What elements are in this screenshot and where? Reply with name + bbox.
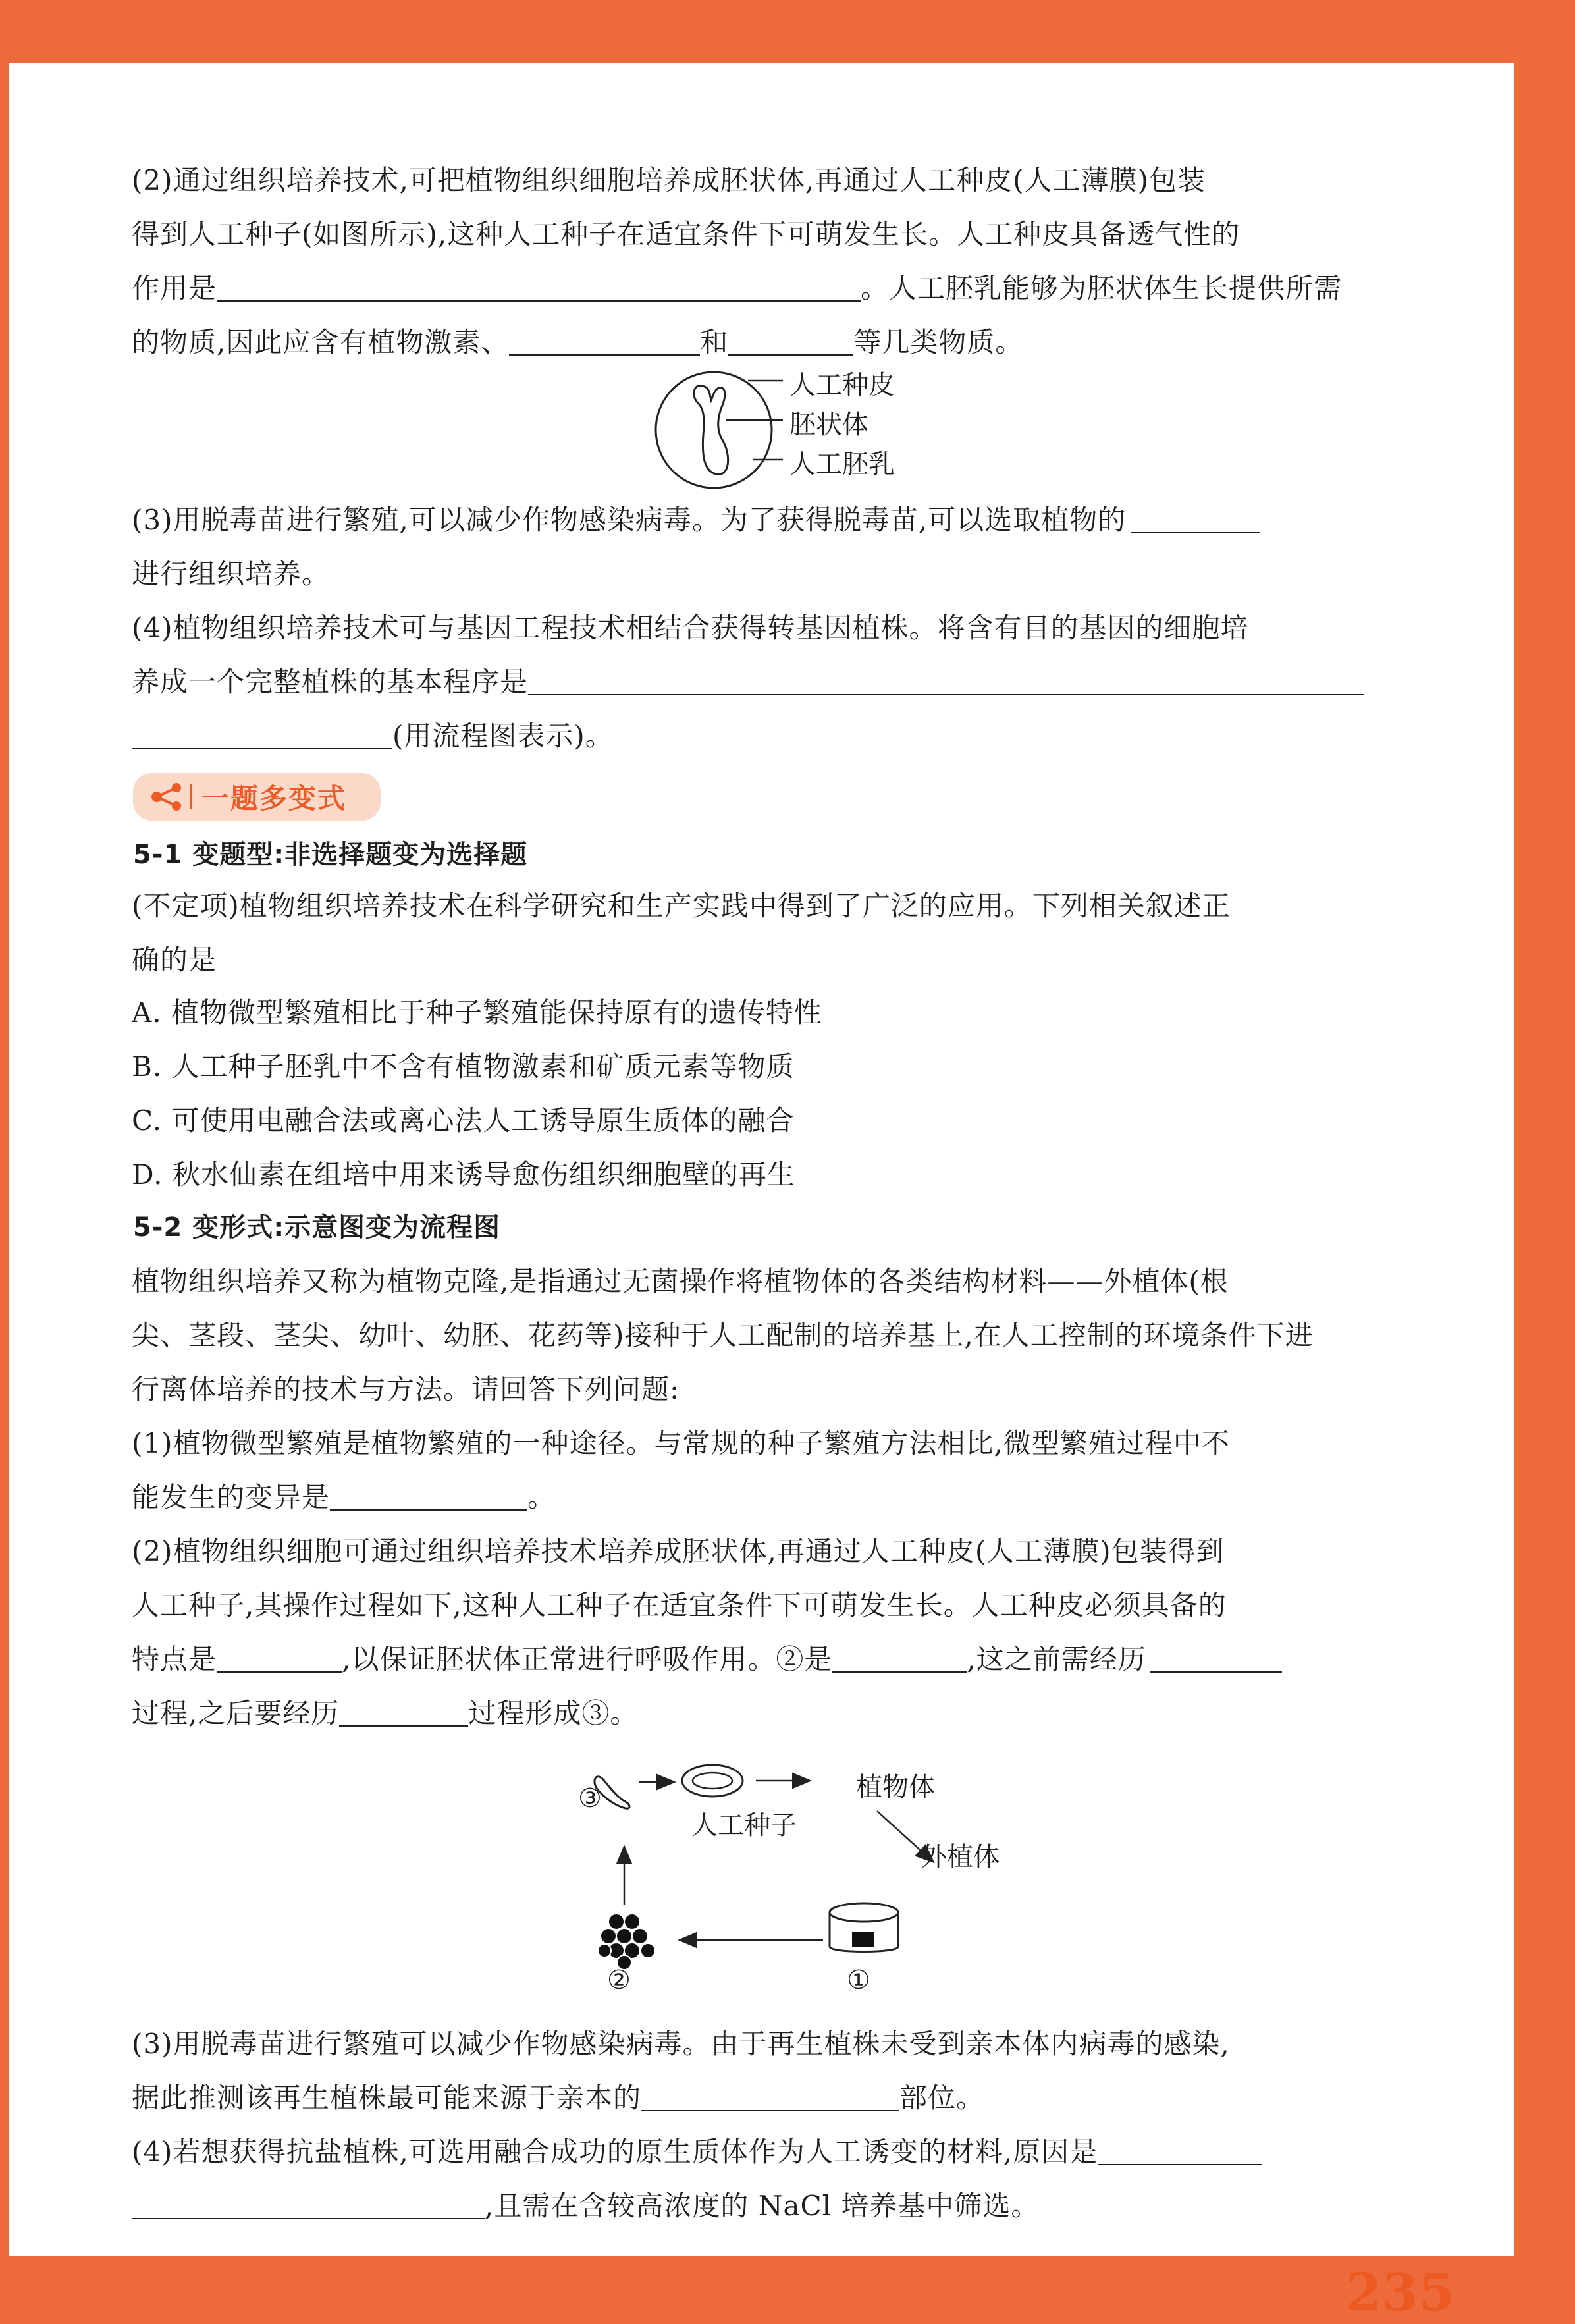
answer-blank[interactable]	[217, 1645, 342, 1673]
answer-blank[interactable]	[1131, 506, 1260, 533]
answer-blank[interactable]	[641, 2084, 899, 2111]
v52-intro-3: 行离体培养的技术与方法。请回答下列问题:	[132, 1373, 680, 1405]
v52-p2-line-1: (2)植物组织细胞可通过组织培养技术培养成胚状体,再通过人工种皮(人工薄膜)包装得到	[132, 1535, 1225, 1567]
section-tag-label: 一题多变式	[201, 782, 347, 815]
q2-text: 的物质,因此应含有植物激素、	[132, 326, 510, 358]
section-tag	[133, 773, 381, 821]
q2-line-1: (2)通过组织培养技术,可把植物组织细胞培养成胚状体,再通过人工种皮(人工薄膜)包装	[132, 164, 1206, 196]
v52-text: 过程形成③。	[468, 1697, 639, 1729]
q2-line-3	[132, 270, 1342, 307]
v52-p4-line-1	[132, 2134, 1262, 2171]
seed-coat-label: 人工种皮	[789, 370, 895, 400]
page	[9, 63, 1514, 2323]
answer-blank[interactable]	[509, 328, 700, 356]
page-number: 235	[1346, 2263, 1455, 2323]
v52-text: 。	[527, 1481, 556, 1513]
q2-text: 等几类物质。	[853, 326, 1024, 358]
q4-line-2	[132, 664, 1364, 701]
q4-line-3	[132, 718, 614, 755]
q4-text: (用流程图表示)。	[392, 720, 614, 752]
option-c[interactable]: C. 可使用电融合法或离心法人工诱导原生质体的融合	[132, 1104, 795, 1137]
answer-blank[interactable]	[528, 668, 1364, 695]
v52-p3-line-1: (3)用脱毒苗进行繁殖可以减少作物感染病毒。由于再生植株未受到亲本体内病毒的感染,	[132, 2028, 1230, 2060]
v52-text: 特点是	[132, 1643, 217, 1675]
q2-line-4	[132, 324, 1023, 361]
plant-label: 植物体	[856, 1772, 935, 1802]
v51-heading: 5-1 变题型:非选择题变为选择题	[133, 840, 528, 870]
answer-blank[interactable]	[132, 2192, 485, 2219]
q2-text: 作用是	[132, 272, 217, 304]
q2-text: 。人工胚乳能够为胚状体生长提供所需	[861, 272, 1343, 304]
option-d[interactable]: D. 秋水仙素在组培中用来诱导愈伤组织细胞壁的再生	[132, 1158, 795, 1191]
answer-blank[interactable]	[832, 1645, 967, 1673]
v52-text: (4)若想获得抗盐植株,可选用融合成功的原生质体作为人工诱变的材料,原因是	[132, 2136, 1098, 2168]
artificial-seed-label: 人工种子	[691, 1810, 797, 1841]
tissue-culture-flow-diagram	[562, 1756, 1023, 2032]
answer-blank[interactable]	[132, 722, 392, 749]
option-b[interactable]: B. 人工种子胚乳中不含有植物激素和矿质元素等物质	[132, 1050, 795, 1083]
answer-blank[interactable]	[1098, 2138, 1262, 2165]
q4-text: 养成一个完整植株的基本程序是	[132, 666, 529, 698]
v52-text: 过程,之后要经历	[132, 1697, 340, 1729]
v52-text: 能发生的变异是	[132, 1481, 331, 1513]
q3-text: (3)用脱毒苗进行繁殖,可以减少作物感染病毒。为了获得脱毒苗,可以选取植物的	[132, 504, 1127, 536]
v51-stem-2: 确的是	[132, 944, 217, 976]
step-3-label: ③	[578, 1783, 602, 1814]
v52-p2-line-2: 人工种子,其操作过程如下,这种人工种子在适宜条件下可萌发生长。人工种皮必须具备的	[132, 1589, 1227, 1621]
v52-text: 部位。	[899, 2082, 985, 2114]
q4-line-1: (4)植物组织培养技术可与基因工程技术相结合获得转基因植株。将含有目的基因的细胞培	[132, 612, 1249, 644]
share-icon	[147, 782, 187, 811]
artificial-seed-diagram	[648, 361, 786, 499]
v52-text: ,且需在含较高浓度的 NaCl 培养基中筛选。	[485, 2190, 1040, 2222]
v52-p1-line-1: (1)植物微型繁殖是植物繁殖的一种途径。与常规的种子繁殖方法相比,微型繁殖过程中不	[132, 1427, 1230, 1459]
tag-divider	[190, 784, 192, 809]
v52-p4-line-2	[132, 2188, 1039, 2225]
v52-intro-1: 植物组织培养又称为植物克隆,是指通过无菌操作将植物体的各类结构材料——外植体(根	[132, 1265, 1229, 1297]
answer-blank[interactable]	[217, 274, 861, 302]
v52-heading: 5-2 变形式:示意图变为流程图	[133, 1212, 501, 1243]
answer-blank[interactable]	[330, 1483, 527, 1511]
embryoid-label: 胚状体	[789, 410, 868, 440]
v51-stem-1: (不定项)植物组织培养技术在科学研究和生产实践中得到了广泛的应用。下列相关叙述正	[132, 890, 1231, 922]
v52-p3-line-2	[132, 2080, 984, 2117]
q3-line-1	[132, 502, 1260, 539]
answer-blank[interactable]	[339, 1699, 468, 1727]
endosperm-label: 人工胚乳	[789, 449, 895, 479]
answer-blank[interactable]	[728, 328, 853, 356]
v52-text: ,以保证胚状体正常进行呼吸作用。②是	[342, 1643, 833, 1675]
v52-text: 据此推测该再生植株最可能来源于亲本的	[132, 2082, 642, 2114]
explant-label: 外植体	[921, 1842, 1000, 1872]
step-2-label: ②	[607, 1965, 631, 1995]
step-1-label: ①	[847, 1965, 870, 1995]
answer-blank[interactable]	[1150, 1645, 1282, 1673]
option-a[interactable]: A. 植物微型繁殖相比于种子繁殖能保持原有的遗传特性	[132, 996, 823, 1029]
v52-p1-line-2	[132, 1479, 556, 1516]
v52-p2-line-4	[132, 1695, 638, 1732]
q2-text: 和	[700, 326, 729, 358]
q2-line-2: 得到人工种子(如图所示),这种人工种子在适宜条件下可萌发生长。人工种皮具备透气性的	[132, 218, 1241, 250]
v52-text: ,这之前需经历	[967, 1643, 1146, 1675]
q3-line-2: 进行组织培养。	[132, 558, 331, 590]
v52-p2-line-3	[132, 1641, 1282, 1678]
v52-intro-2: 尖、茎段、茎尖、幼叶、幼胚、花药等)接种于人工配制的培养基上,在人工控制的环境条件下进	[132, 1319, 1314, 1351]
